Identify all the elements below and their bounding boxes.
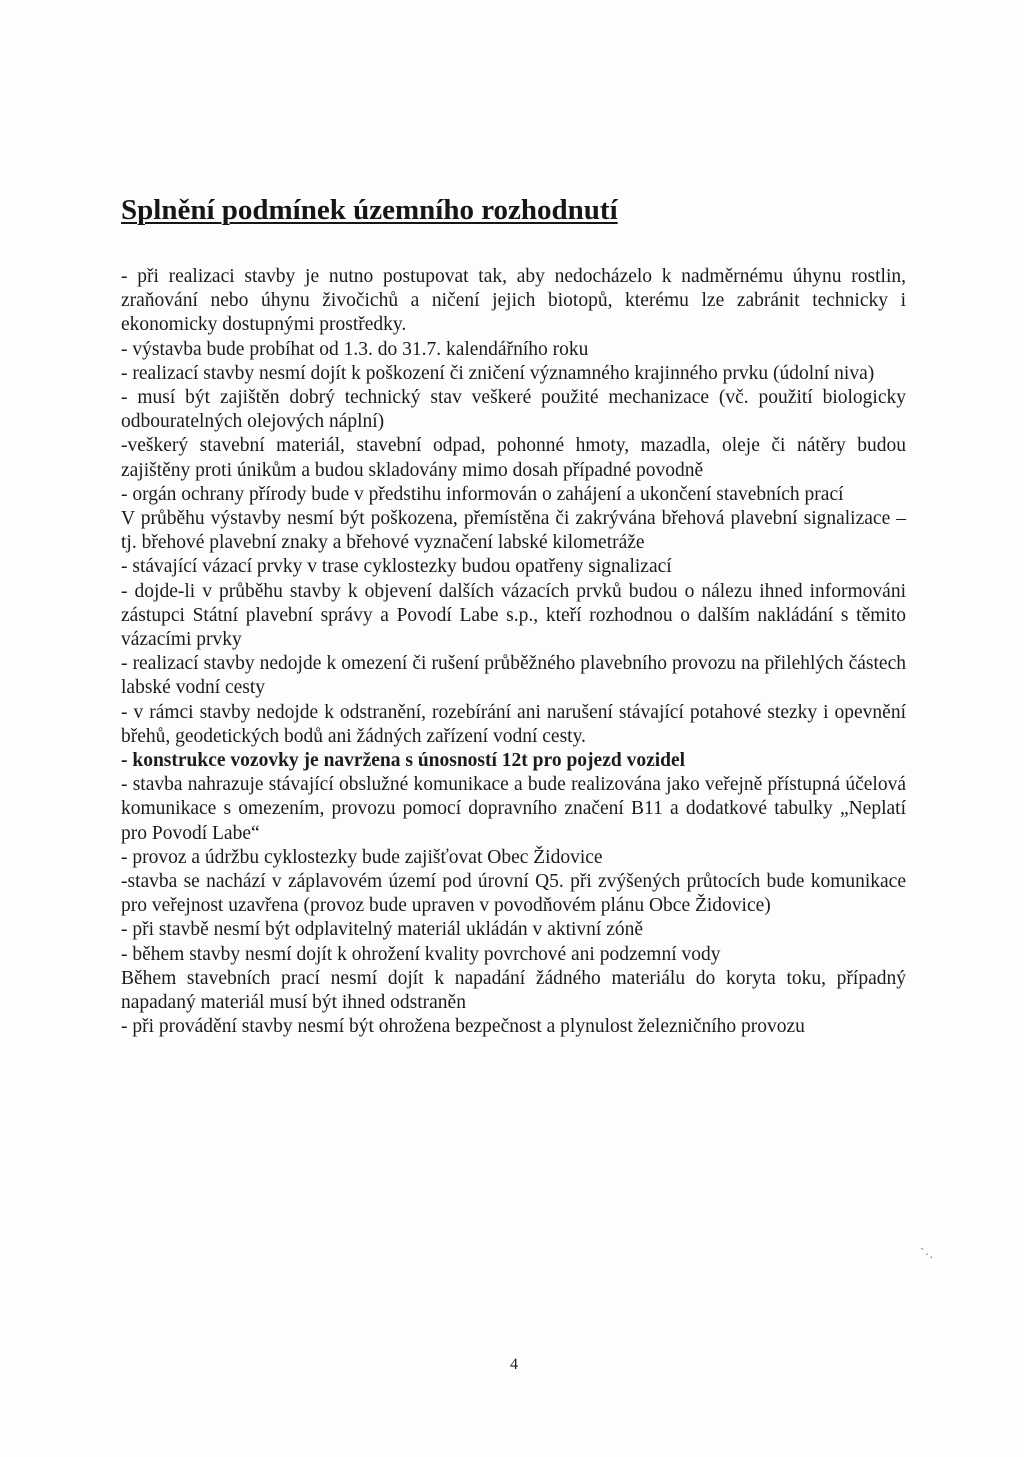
page-number: 4 — [510, 1356, 518, 1373]
scan-artifact-mark: `·. — [920, 1245, 934, 1261]
paragraph: - provoz a údržbu cyklostezky bude zajišťovat Obec Židovice — [121, 846, 603, 868]
paragraph: - v rámci stavby nedojde k odstranění, rozebírání ani narušení stávající potahové stezky i opevnění břehů, geodetických bodů ani žádných zařízení vodní cesty. — [121, 701, 906, 747]
paragraph: - musí být zajištěn dobrý technický stav veškeré použité mechanizace (vč. použití biologicky odbouratelných olejových náplní) — [121, 387, 906, 433]
paragraph: V průběhu výstavby nesmí být poškozena, přemístěna či zakrývána břehová plavební signalizace – tj. břehové plavební znaky a břehové vyznačení labské kilometráže — [121, 508, 906, 554]
paragraph: -veškerý stavební materiál, stavební odpad, pohonné hmoty, mazadla, oleje či nátěry budou zajištěny proti únikům a budou skladovány mimo dosah případné povodně — [121, 435, 906, 481]
paragraph: - realizací stavby nedojde k omezení či rušení průběžného plavebního provozu na přilehlých částech labské vodní cesty — [121, 653, 906, 699]
paragraph: - výstavba bude probíhat od 1.3. do 31.7. kalendářního roku — [121, 338, 589, 360]
paragraph: -stavba se nachází v záplavovém území pod úrovní Q5. při zvýšených průtocích bude komunikace pro veřejnost uzavřena (provoz bude upraven v povodňovém plánu Obce Židovice) — [121, 871, 906, 917]
paragraph: - orgán ochrany přírody bude v předstihu informován o zahájení a ukončení stavebních prací — [121, 483, 844, 505]
paragraph: - konstrukce vozovky je navržena s únosností 12t pro pojezd vozidel — [121, 750, 686, 772]
paragraph: - při provádění stavby nesmí být ohrožena bezpečnost a plynulost železničního provozu — [121, 1016, 805, 1038]
paragraph: - během stavby nesmí dojít k ohrožení kvality povrchové ani podzemní vody — [121, 943, 721, 965]
document-title: Splnění podmínek územního rozhodnutí — [121, 194, 618, 226]
paragraph: - stávající vázací prvky v trase cyklostezky budou opatřeny signalizací — [121, 556, 672, 578]
paragraph: - stavba nahrazuje stávající obslužné komunikace a bude realizována jako veřejně přístupná účelová komunikace s omezením, provozu pomocí dopravního značení B11 a dodatkové tabulky „Neplatí pro Povodí Labe“ — [121, 774, 906, 844]
document-body — [121, 265, 906, 1040]
paragraph: - při realizaci stavby je nutno postupovat tak, aby nedocházelo k nadměrnému úhynu rostlin, zraňování nebo úhynu živočichů a ničení jejich biotopů, kterému lze zabránit technicky i ekonomicky dostupnými prostředky. — [121, 266, 906, 336]
paragraph: - dojde-li v průběhu stavby k objevení dalších vázacích prvků budou o nálezu ihned informováni zástupci Státní plavební správy a Povodí Labe s.p., kteří rozhodnou o dalším nakládání s těmito vázacími prvky — [121, 580, 906, 651]
paragraph: - realizací stavby nesmí dojít k poškození či zničení významného krajinného prvku (údolní niva) — [121, 362, 875, 384]
paragraph: Během stavebních prací nesmí dojít k napadání žádného materiálu do koryta toku, případný napadaný materiál musí být ihned odstraněn — [121, 967, 906, 1014]
paragraph: - při stavbě nesmí být odplavitelný materiál ukládán v aktivní zóně — [121, 919, 644, 941]
